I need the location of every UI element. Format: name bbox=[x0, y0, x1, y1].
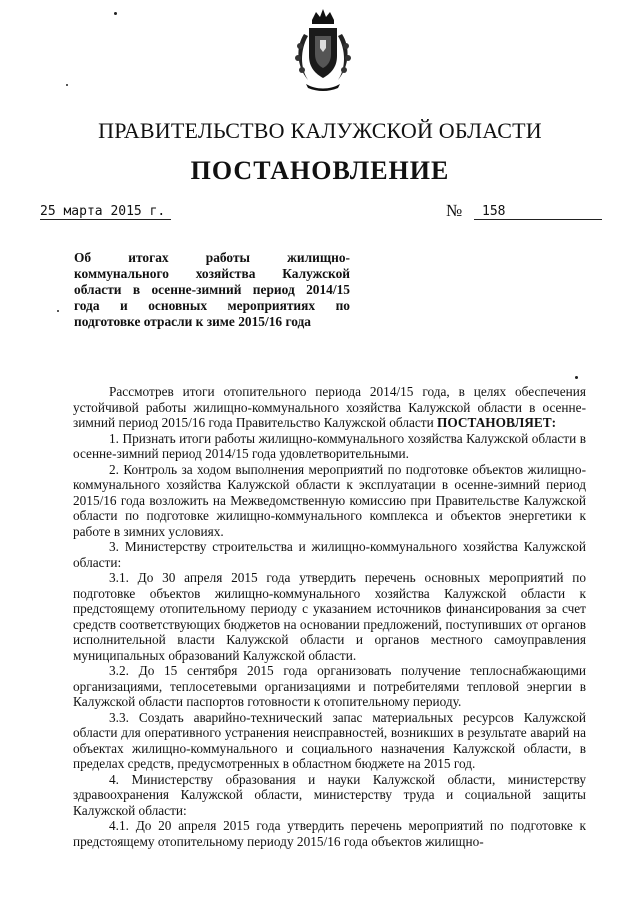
coat-of-arms-emblem bbox=[290, 6, 356, 92]
clause-paragraph: 3.2. До 15 сентября 2015 года организовать получение теплоснабжающими организациями, теплосетевыми организациями и потребителями тепловой энергии в Калужской области паспортов готовности к отопительному периоду. bbox=[73, 663, 586, 709]
subject-line: Об итогах работы жилищно- bbox=[74, 250, 350, 265]
resolution-keyword: ПОСТАНОВЛЯЕТ: bbox=[437, 415, 557, 430]
document-number: 158 bbox=[474, 204, 602, 220]
document-subject bbox=[74, 250, 350, 330]
subject-line: области в осенне-зимний период 2014/15 bbox=[74, 282, 350, 297]
subject-line: коммунального хозяйства Калужской bbox=[74, 266, 350, 281]
subject-line: подготовке отрасли к зиме 2015/16 года bbox=[74, 314, 311, 329]
clause-paragraph: 3. Министерству строительства и жилищно-коммунального хозяйства Калужской области: bbox=[73, 539, 586, 570]
clause-paragraph: 1. Признать итоги работы жилищно-коммунального хозяйства Калужской области в осенне-зимний период 2014/15 года удовлетворительными. bbox=[73, 430, 586, 461]
clause-paragraph: 3.3. Создать аварийно-технический запас материальных ресурсов Калужской области для оперативного устранения неисправностей, возникших в результате аварий на объектах жилищно-коммунального и социального назначения Калужской области, в пределах средств, предусмотренных в областном бюджете на 2015 год. bbox=[73, 709, 586, 771]
number-label: № bbox=[446, 201, 463, 220]
intro-paragraph bbox=[73, 384, 586, 431]
clause-paragraph: 4. Министерству образования и науки Калужской области, министерству здравоохранения Калужской области, министерству труда и социальной защиты Калужской области: bbox=[73, 771, 586, 818]
clause-paragraph: 2. Контроль за ходом выполнения мероприятий по подготовке объектов жилищно-коммунального хозяйства Калужской области к эксплуатации в осенне-зимний период 2015/16 года возложить на Межведомственную комиссию при Правительстве Калужской области по подготовке жилищно-коммунального комплекса и объектов энергетики к работе в зимних условиях. bbox=[73, 461, 586, 539]
clause-paragraph: 4.1. До 20 апреля 2015 года утвердить перечень мероприятий по подготовке к предстоящему отопительному периоду 2015/16 года объектов жилищно- bbox=[73, 818, 586, 849]
document-date: 25 марта 2015 г. bbox=[40, 204, 171, 220]
subject-line: года и основных мероприятиях по bbox=[74, 298, 350, 313]
document-type-heading: ПОСТАНОВЛЕНИЕ bbox=[190, 156, 450, 185]
clause-paragraph: 3.1. До 30 апреля 2015 года утвердить перечень основных мероприятий по подготовке объектов жилищно-коммунального хозяйства Калужской области к предстоящему отопительному периоду с указанием источников финансирования за счет средств соответствующих бюджетов на основании предложений, поступивших от органов исполнительной власти Калужской области и органов местного самоуправления муниципальных образований Калужской области. bbox=[73, 570, 586, 663]
intro-text: Рассмотрев итоги отопительного периода 2014/15 года, в целях обеспечения устойчивой работы жилищно-коммунального хозяйства Калужской области в осенне-зимний период 2015/16 года Правительство Калужской области bbox=[73, 384, 586, 430]
government-title: ПРАВИТЕЛЬСТВО КАЛУЖСКОЙ ОБЛАСТИ bbox=[98, 118, 542, 143]
document-body bbox=[73, 384, 586, 849]
